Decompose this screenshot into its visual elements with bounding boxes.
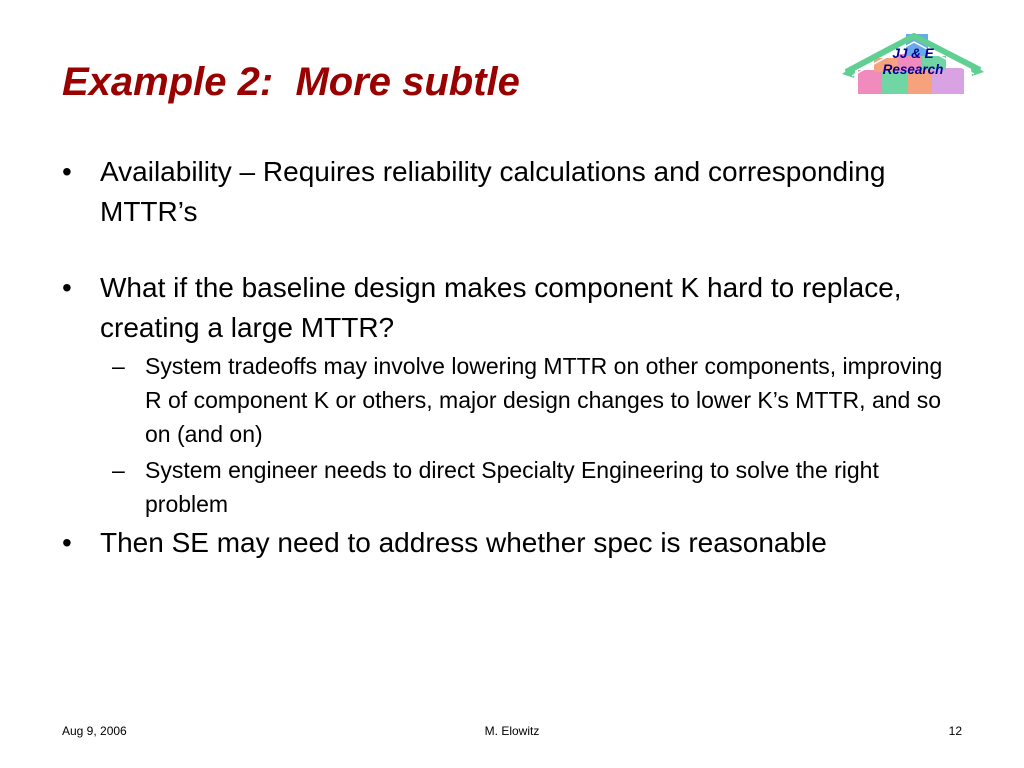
bullet-text: Availability – Requires reliability calculations and corresponding MTTR’s bbox=[100, 156, 886, 227]
sub-bullet-item bbox=[62, 349, 962, 451]
sub-bullet-item bbox=[62, 453, 962, 521]
logo-line-2: Research bbox=[882, 62, 944, 77]
sub-bullet-text: System tradeoffs may involve lowering MTTR on other components, improving R of component K or others, major design changes to lower K’s MTTR, and so on (and on) bbox=[145, 353, 943, 447]
bullet-marker: • bbox=[62, 527, 72, 558]
footer-page-number: 12 bbox=[948, 724, 962, 738]
sub-bullet-marker: – bbox=[112, 353, 125, 379]
slide-title: Example 2: More subtle bbox=[62, 60, 520, 104]
bullet-marker: • bbox=[62, 272, 72, 303]
logo-text bbox=[842, 46, 984, 78]
sub-bullet-text: System engineer needs to direct Specialty Engineering to solve the right problem bbox=[145, 457, 879, 517]
sub-bullet-marker: – bbox=[112, 457, 125, 483]
bullet-item bbox=[62, 523, 962, 563]
bullet-text: What if the baseline design makes component K hard to replace, creating a large MTTR? bbox=[100, 272, 902, 343]
logo-line-1: JJ & E bbox=[892, 46, 934, 61]
footer-author: M. Elowitz bbox=[484, 724, 540, 738]
footer-date: Aug 9, 2006 bbox=[62, 724, 127, 738]
bullet-item bbox=[62, 152, 962, 232]
bullet-marker: • bbox=[62, 156, 72, 187]
slide-body bbox=[62, 152, 962, 563]
bullet-text: Then SE may need to address whether spec is reasonable bbox=[100, 527, 827, 558]
jj-e-research-logo bbox=[842, 32, 984, 98]
bullet-item bbox=[62, 268, 962, 348]
